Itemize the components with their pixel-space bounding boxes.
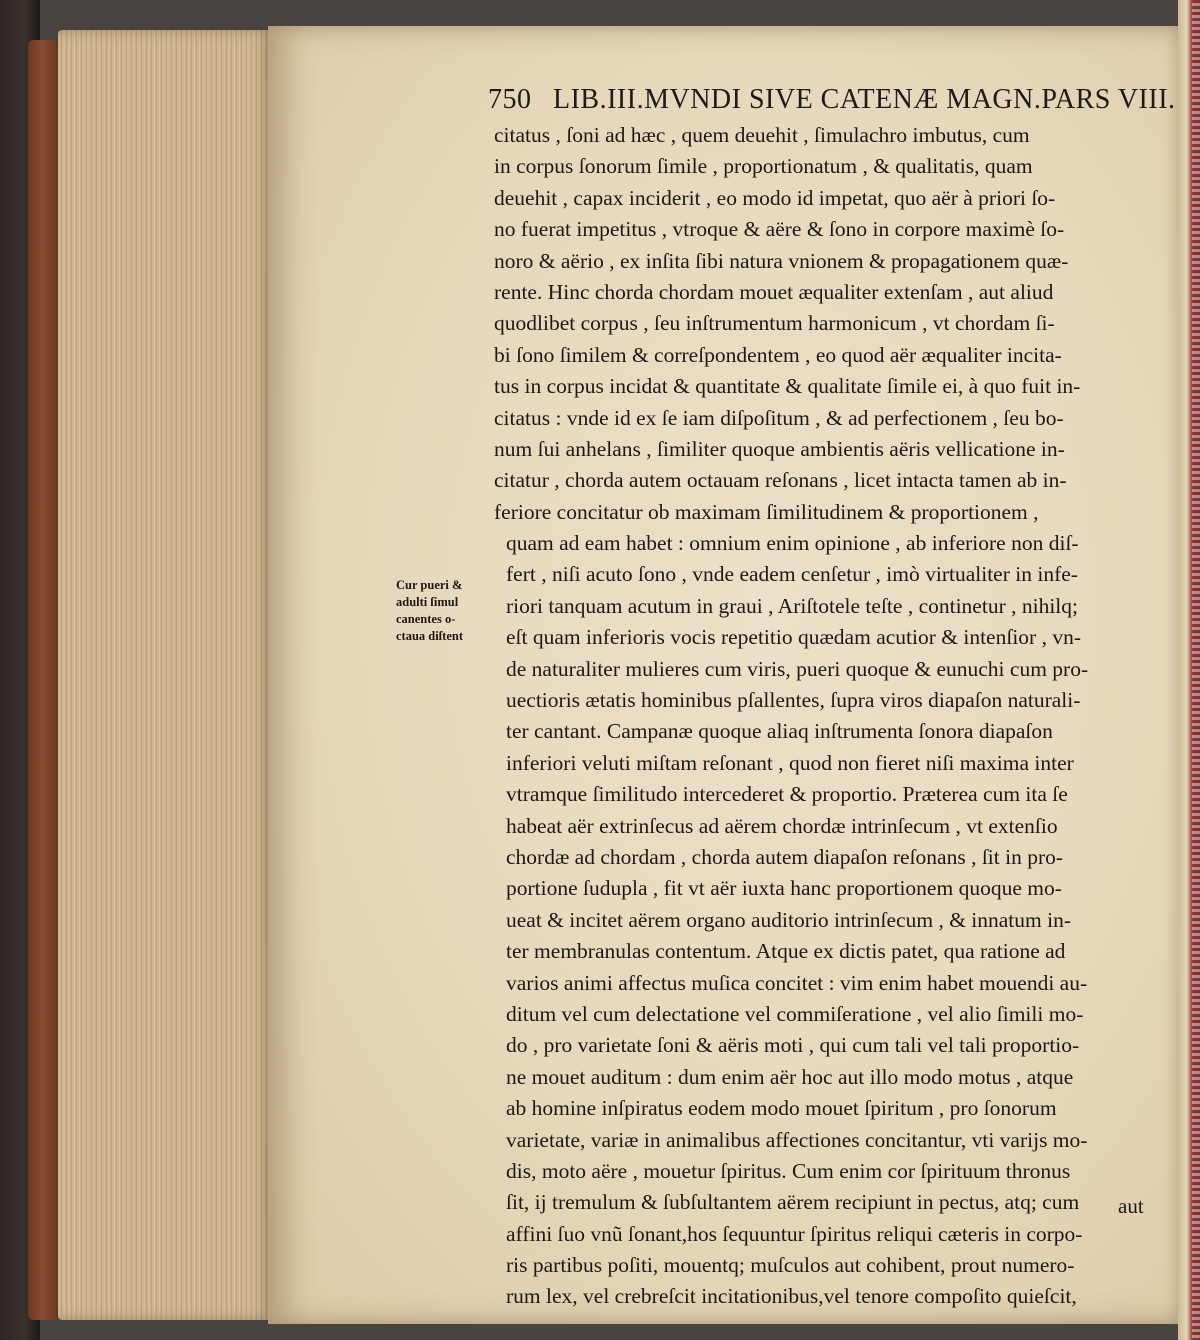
text-line: eſt quam inferioris vocis repetitio quædam acutior & intenſior , vn-	[506, 625, 1081, 650]
text-line: ſit, ij tremulum & ſubſultantem aërem recipiunt in pectus, atq; cum	[506, 1190, 1080, 1215]
text-line: fert , niſi acuto ſono , vnde eadem cenſetur , imò virtualiter in infe-	[506, 562, 1078, 587]
text-line: noro & aërio , ex inſita ſibi natura vnionem & propagationem quæ-	[494, 248, 1069, 273]
text-line: ter membranulas contentum. Atque ex dictis patet, qua ratione ad	[506, 939, 1066, 964]
text-line: tus in corpus incidat & quantitate & qualitate ſimile ei, à quo fuit in-	[494, 374, 1081, 399]
text-line: rente. Hinc chorda chordam mouet æqualiter extenſam , aut aliud	[494, 279, 1054, 304]
text-line: rum lex, vel crebreſcit incitationibus,vel tenore compoſito quieſcit,	[506, 1284, 1077, 1309]
text-line: habeat aër extrinſecus ad aërem chordæ intrinſecum , vt extenſio	[506, 813, 1058, 838]
text-line: no fuerat impetitus , vtroque & aëre & ſono in corpore maximè ſo-	[494, 217, 1065, 242]
text-line: deuehit , capax inciderit , eo modo id impetat, quo aër à priori ſo-	[494, 185, 1056, 210]
text-line: quam ad eam habet : omnium enim opinione , ab inferiore non diſ-	[506, 531, 1079, 556]
text-line: citatur , chorda autem octauam reſonans , licet intacta tamen ab in-	[494, 468, 1067, 493]
page-header	[488, 84, 1176, 116]
page-number: 750	[488, 84, 532, 115]
text-line: do , pro varietate ſoni & aëris moti , qui cum tali vel tali proportio-	[506, 1033, 1080, 1058]
text-line: in corpus ſonorum ſimile , proportionatum , & qualitatis, quam	[494, 154, 1033, 179]
right-page-edge	[1178, 0, 1200, 1340]
text-line: chordæ ad chordam , chorda autem diapaſon reſonans , ſit in pro-	[506, 844, 1064, 869]
text-line: de naturaliter mulieres cum viris, pueri quoque & eunuchi cum pro-	[506, 656, 1089, 681]
text-line: varios animi affectus muſica concitet : vim enim habet mouendi au-	[506, 970, 1088, 995]
text-line: feriore concitatur ob maximam ſimilitudinem & proportionem ,	[494, 499, 1039, 524]
marginal-note-line: canentes o-	[396, 612, 456, 626]
running-title: LIB.III.MVNDI SIVE CATENÆ MAGN.PARS VIII.	[553, 84, 1176, 115]
text-line: vtramque ſimilitudo intercederet & proportio. Præterea cum ita ſe	[506, 782, 1068, 807]
text-line: ditum vel cum delectatione vel commiſeratione , vel alio ſimili mo-	[506, 1001, 1084, 1026]
marginal-note-line: adulti ſimul	[396, 595, 459, 609]
text-line: citatus : vnde id ex ſe iam diſpoſitum , & ad perfectionem , ſeu bo-	[494, 405, 1064, 430]
text-line: ris partibus poſiti, mouentq; muſculos aut cohibent, prout numero-	[506, 1253, 1075, 1278]
catchword: aut	[1118, 1194, 1144, 1218]
text-line: ueat & incitet aërem organo auditorio intrinſecum , & innatum in-	[506, 907, 1072, 932]
text-line: portione ſudupla , fit vt aër iuxta hanc proportionem quoque mo-	[506, 876, 1062, 901]
text-line: ne mouet auditum : dum enim aër hoc aut illo modo motus , atque	[506, 1064, 1074, 1089]
text-line: quodlibet corpus , ſeu inſtrumentum harmonicum , vt chordam ſi-	[494, 311, 1055, 336]
text-line: citatus , ſoni ad hæc , quem deuehit , ſimulachro imbutus, cum	[494, 123, 1030, 147]
body-text	[494, 120, 1154, 1313]
text-line: riori tanquam acutum in graui , Ariſtotele teſte , continetur , nihilq;	[506, 593, 1078, 618]
marginal-note-line: ctaua diſtent	[396, 629, 464, 643]
text-line: varietate, variæ in animalibus affectiones concitantur, vti varijs mo-	[506, 1127, 1088, 1152]
text-line: dis, moto aëre , mouetur ſpiritus. Cum enim cor ſpirituum thronus	[506, 1158, 1071, 1183]
text-line: uectioris ætatis hominibus pſallentes, ſupra viros diapaſon naturali-	[506, 688, 1081, 713]
text-line: inferiori veluti miſtam reſonant , quod non fieret niſi maxima inter	[506, 750, 1074, 775]
marginal-note-line: Cur pueri &	[396, 578, 463, 592]
page-stack-fore-edge	[58, 30, 273, 1320]
marginal-note	[396, 577, 508, 645]
text-line: bi ſono ſimilem & correſpondentem , eo quod aër æqualiter incita-	[494, 342, 1062, 367]
text-line: ter cantant. Campanæ quoque aliaq inſtrumenta ſonora diapaſon	[506, 719, 1053, 744]
text-line: affini ſuo vnũ ſonant,hos ſequuntur ſpiritus reliqui cæteris in corpo-	[506, 1221, 1083, 1246]
text-line: ab homine inſpiratus eodem modo mouet ſpiritum , pro ſonorum	[506, 1096, 1057, 1121]
text-line: num ſui anhelans , ſimiliter quoque ambientis aëris vellicatione in-	[494, 436, 1065, 461]
